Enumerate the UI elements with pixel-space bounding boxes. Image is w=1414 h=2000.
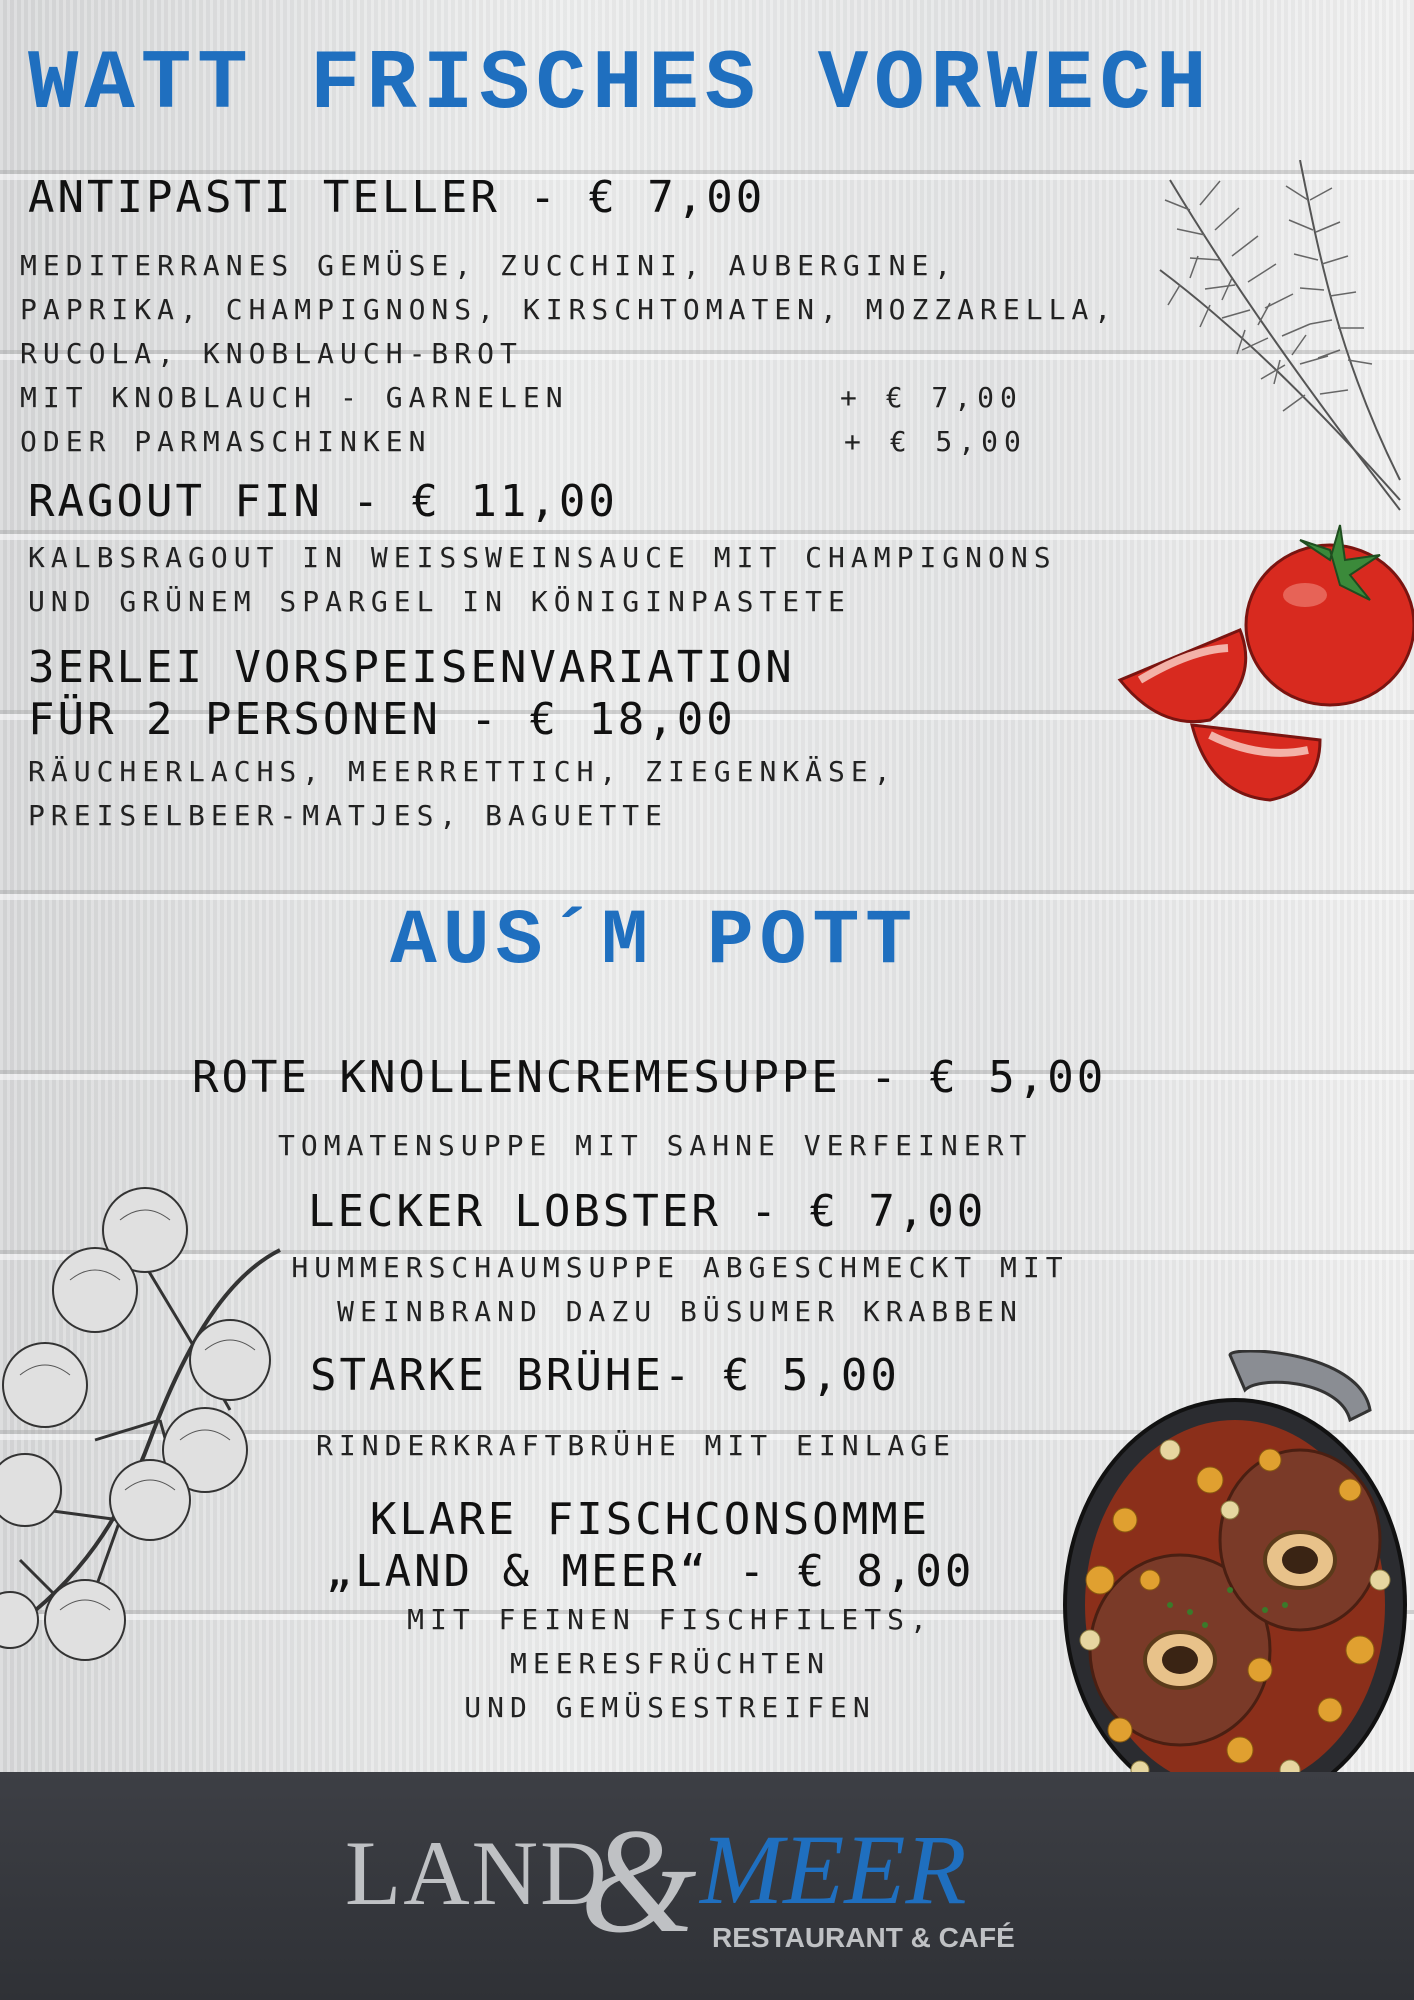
extra-price: + € 7,00 [840,381,1023,414]
item-title-knollen: ROTE KNOLLENCREMESUPPE - € 5,00 [192,1052,1107,1103]
desc-line: PREISELBEER-MATJES, BAGUETTE [28,799,669,832]
desc-line: KALBSRAGOUT IN WEISSWEINSAUCE MIT CHAMPIGNONS [28,541,1057,574]
item-desc-variation [28,750,897,838]
title-line: „LAND & MEER“ - € 8,00 [325,1546,975,1597]
item-desc-antipasti [20,244,1117,376]
item-desc-knollen: TOMATENSUPPE MIT SAHNE VERFEINERT [278,1129,1033,1162]
extra-price: + € 5,00 [844,425,1027,458]
desc-line: MEERESFRÜCHTEN [509,1647,830,1680]
logo-land: LAND [345,1822,609,1924]
logo-subtitle: RESTAURANT & CAFÉ [712,1922,1015,1953]
section-heading-vorwech: WATT FRISCHES VORWECH [28,38,1213,133]
item-desc-lobster [230,1246,1130,1334]
desc-line: MIT FEINEN FISCHFILETS, [407,1603,933,1636]
rosemary-illustration [1150,160,1414,530]
desc-line: RUCOLA, KNOBLAUCH-BROT [20,337,523,370]
title-line: FÜR 2 PERSONEN - € 18,00 [28,694,736,745]
item-title-fischconsomme [290,1494,1010,1598]
desc-line: UND GRÜNEM SPARGEL IN KÖNIGINPASTETE [28,585,851,618]
title-line: 3ERLEI VORSPEISENVARIATION [28,642,795,693]
item-title-ragout: RAGOUT FIN - € 11,00 [28,476,618,527]
extra-label: MIT KNOBLAUCH - GARNELEN [20,381,569,414]
desc-line: RÄUCHERLACHS, MEERRETTICH, ZIEGENKÄSE, [28,755,897,788]
tomato-illustration [1110,510,1414,810]
item-title-antipasti: ANTIPASTI TELLER - € 7,00 [28,172,766,223]
logo-meer: MEER [700,1814,967,1925]
item-title-lobster: LECKER LOBSTER - € 7,00 [308,1186,987,1237]
section-heading-pott: AUS´M POTT [390,898,919,986]
desc-line: WEINBRAND DAZU BÜSUMER KRABBEN [337,1295,1023,1328]
title-line: KLARE FISCHCONSOMME [369,1494,931,1545]
desc-line: PAPRIKA, CHAMPIGNONS, KIRSCHTOMATEN, MOZZARELLA, [20,293,1118,326]
item-desc-ragout [28,536,1057,624]
item-title-variation [28,642,795,746]
desc-line: HUMMERSCHAUMSUPPE ABGESCHMECKT MIT [291,1251,1069,1284]
item-title-bruehe: STARKE BRÜHE- € 5,00 [310,1350,900,1401]
desc-line: MEDITERRANES GEMÜSE, ZUCCHINI, AUBERGINE, [20,249,958,282]
item-desc-fischconsomme [370,1598,970,1730]
extra-label: ODER PARMASCHINKEN [20,425,432,458]
tomato-vine-illustration [0,1160,300,1680]
item-desc-bruehe: RINDERKRAFTBRÜHE MIT EINLAGE [316,1429,957,1462]
logo-ampersand: & [580,1798,697,1964]
desc-line: UND GEMÜSESTREIFEN [464,1691,876,1724]
